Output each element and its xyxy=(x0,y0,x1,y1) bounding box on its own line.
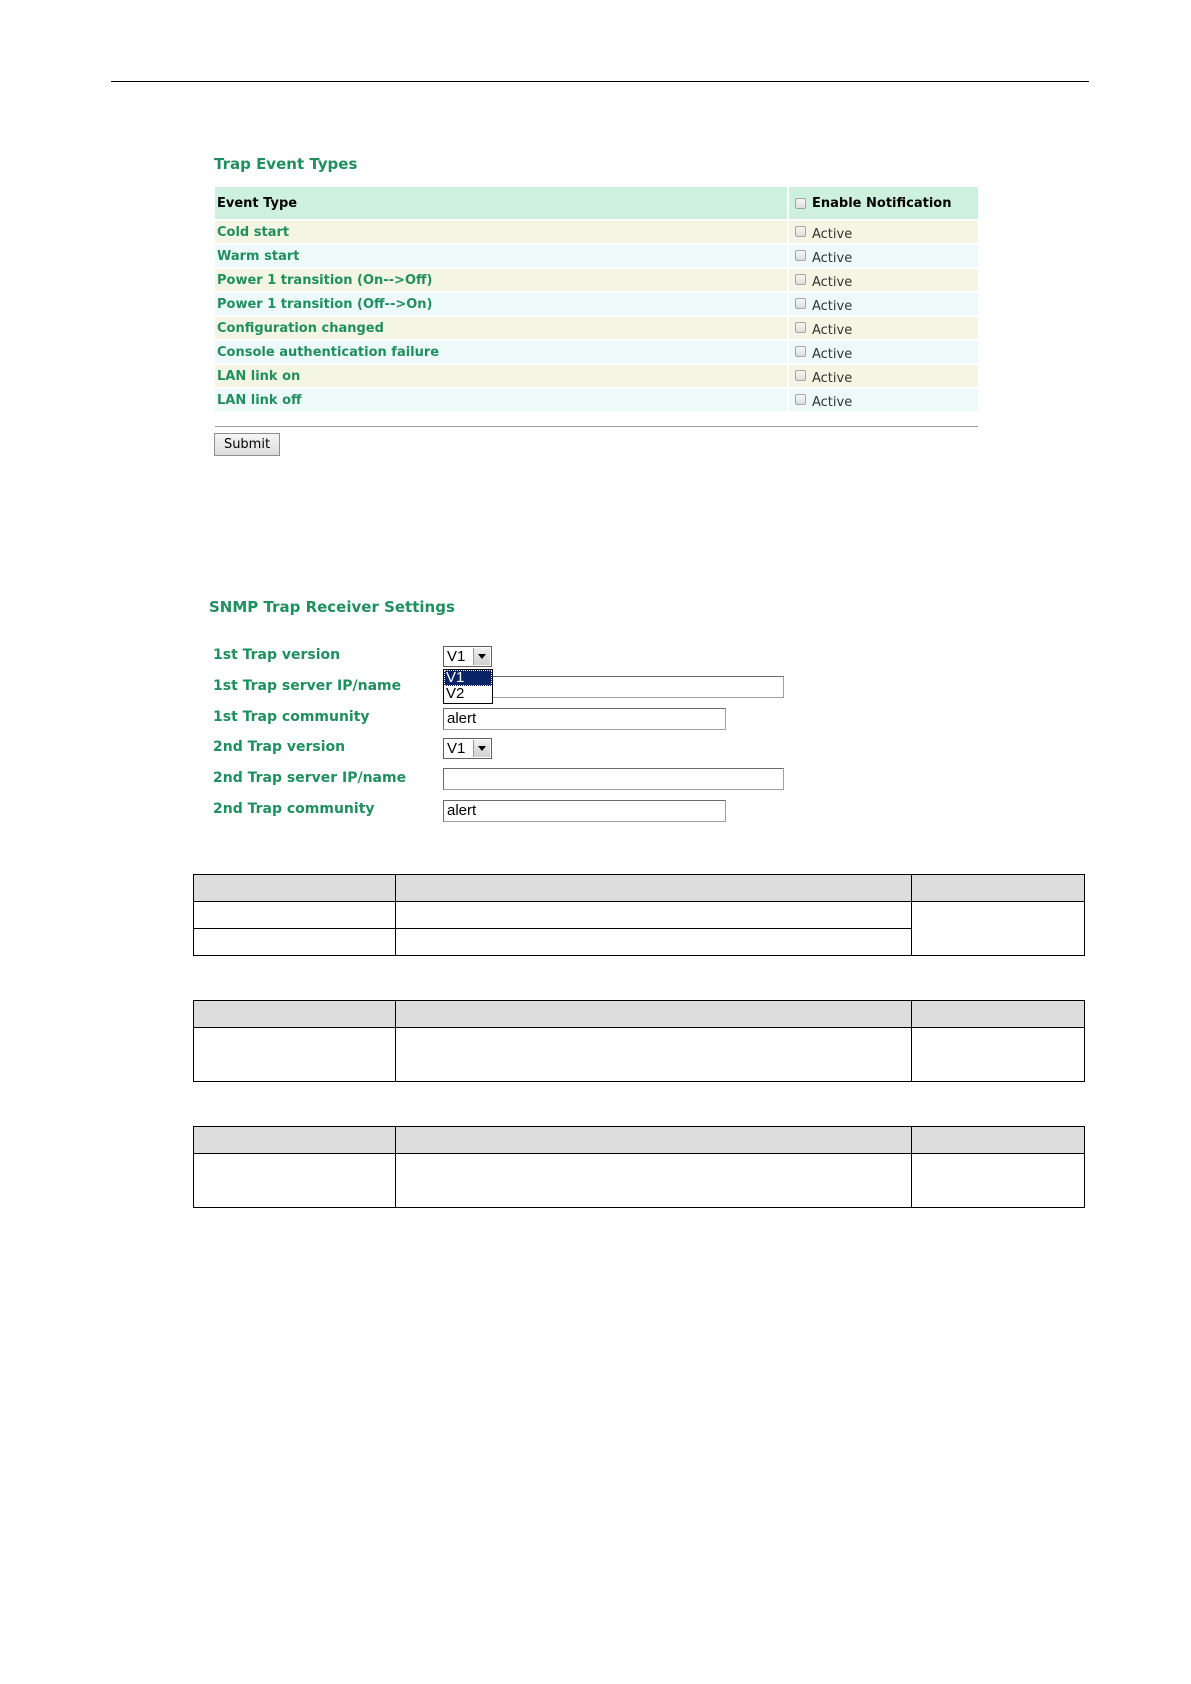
event-active-cell xyxy=(789,293,978,315)
grid-cell xyxy=(395,902,912,929)
grid-cell xyxy=(194,1154,396,1208)
table-bottom-divider xyxy=(215,426,978,427)
grid-cell xyxy=(395,1127,912,1154)
second-trap-version-label: 2nd Trap version xyxy=(213,739,346,755)
active-checkbox[interactable] xyxy=(795,394,806,405)
second-trap-community-input[interactable]: alert xyxy=(443,800,726,822)
grid-cell xyxy=(912,875,1085,902)
grid-header-row xyxy=(194,1127,1085,1154)
first-trap-version-value: V1 xyxy=(447,648,466,665)
grid-header-row xyxy=(194,875,1085,902)
first-trap-server-input[interactable] xyxy=(443,676,784,698)
event-active-cell xyxy=(789,245,978,267)
event-name: Power 1 transition (On-->Off) xyxy=(215,269,789,291)
dropdown-option-v1[interactable]: V1 xyxy=(444,670,492,686)
grid-cell xyxy=(194,902,396,929)
first-trap-community-label: 1st Trap community xyxy=(213,709,370,725)
event-type-header: Event Type xyxy=(215,187,789,219)
event-active-cell xyxy=(789,317,978,339)
active-checkbox[interactable] xyxy=(795,298,806,309)
event-active-cell xyxy=(789,365,978,387)
active-label: Active xyxy=(812,346,853,362)
version-dropdown-list[interactable] xyxy=(443,669,493,704)
active-label: Active xyxy=(812,370,853,386)
grid-table-3 xyxy=(193,1126,1085,1208)
grid-cell xyxy=(912,1001,1085,1028)
header-rule xyxy=(111,81,1089,82)
table-row xyxy=(215,341,978,363)
event-name: Power 1 transition (Off-->On) xyxy=(215,293,789,315)
grid-cell xyxy=(912,902,1085,956)
table-row xyxy=(215,269,978,291)
grid-cell xyxy=(194,875,396,902)
active-checkbox[interactable] xyxy=(795,250,806,261)
second-trap-community-label: 2nd Trap community xyxy=(213,801,375,817)
first-trap-server-label: 1st Trap server IP/name xyxy=(213,678,402,694)
active-checkbox[interactable] xyxy=(795,322,806,333)
event-name: Warm start xyxy=(215,245,789,267)
event-active-cell xyxy=(789,269,978,291)
trap-event-table-header xyxy=(215,186,978,219)
grid-table-2 xyxy=(193,1000,1085,1082)
submit-button[interactable]: Submit xyxy=(214,433,280,456)
second-trap-version-select[interactable] xyxy=(443,738,492,759)
grid-cell xyxy=(395,875,912,902)
chevron-down-icon[interactable] xyxy=(473,648,490,665)
grid-cell xyxy=(395,929,912,956)
active-label: Active xyxy=(812,394,853,410)
grid-header-row xyxy=(194,1001,1085,1028)
grid-cell xyxy=(194,1001,396,1028)
active-label: Active xyxy=(812,226,853,242)
first-trap-version-select[interactable] xyxy=(443,646,492,667)
first-trap-community-input[interactable]: alert xyxy=(443,708,726,730)
active-label: Active xyxy=(812,274,853,290)
table-row xyxy=(215,293,978,315)
active-label: Active xyxy=(812,322,853,338)
event-name: LAN link off xyxy=(215,389,789,411)
trap-event-types-title: Trap Event Types xyxy=(214,155,358,173)
dropdown-option-v2[interactable]: V2 xyxy=(446,685,465,702)
enable-all-checkbox[interactable] xyxy=(795,198,806,209)
active-label: Active xyxy=(812,250,853,266)
grid-cell xyxy=(194,1028,396,1082)
table-row xyxy=(215,221,978,243)
grid-row xyxy=(194,1028,1085,1082)
chevron-down-icon[interactable] xyxy=(473,740,490,757)
grid-table-1 xyxy=(193,874,1085,956)
event-active-cell xyxy=(789,389,978,411)
first-trap-version-label: 1st Trap version xyxy=(213,647,341,663)
grid-cell xyxy=(912,1154,1085,1208)
grid-cell xyxy=(395,1028,912,1082)
enable-notification-label: Enable Notification xyxy=(812,195,952,211)
grid-cell xyxy=(395,1001,912,1028)
grid-cell xyxy=(194,1127,396,1154)
trap-event-table xyxy=(215,186,978,427)
enable-notification-header xyxy=(789,187,978,219)
active-checkbox[interactable] xyxy=(795,274,806,285)
second-trap-server-label: 2nd Trap server IP/name xyxy=(213,770,407,786)
active-checkbox[interactable] xyxy=(795,346,806,357)
active-label: Active xyxy=(812,298,853,314)
grid-cell xyxy=(395,1154,912,1208)
active-checkbox[interactable] xyxy=(795,370,806,381)
grid-row xyxy=(194,902,1085,929)
table-row xyxy=(215,245,978,267)
snmp-trap-receiver-title: SNMP Trap Receiver Settings xyxy=(209,598,455,616)
grid-cell xyxy=(912,1028,1085,1082)
grid-row xyxy=(194,1154,1085,1208)
event-name: Cold start xyxy=(215,221,789,243)
second-trap-server-input[interactable] xyxy=(443,768,784,790)
event-name: Console authentication failure xyxy=(215,341,789,363)
event-name: LAN link on xyxy=(215,365,789,387)
table-row xyxy=(215,365,978,387)
second-trap-version-value: V1 xyxy=(447,740,466,757)
event-active-cell xyxy=(789,341,978,363)
event-active-cell xyxy=(789,221,978,243)
table-row xyxy=(215,317,978,339)
active-checkbox[interactable] xyxy=(795,226,806,237)
event-name: Configuration changed xyxy=(215,317,789,339)
grid-cell xyxy=(194,929,396,956)
grid-cell xyxy=(912,1127,1085,1154)
table-row xyxy=(215,389,978,411)
